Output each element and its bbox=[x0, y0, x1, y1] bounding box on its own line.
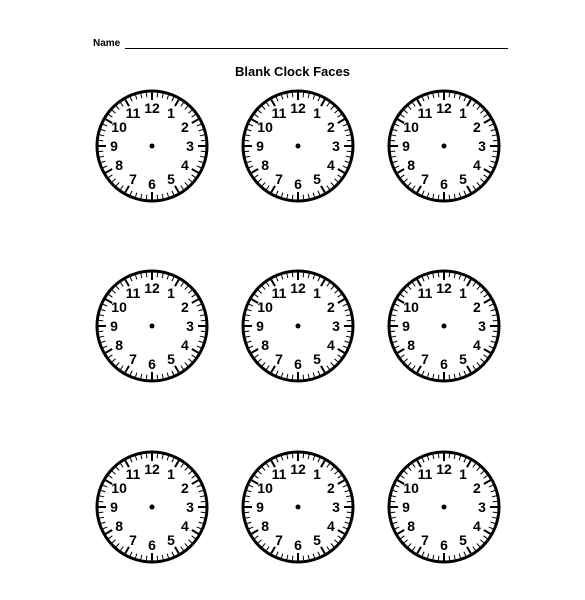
clock-svg bbox=[386, 88, 502, 204]
clock-numeral: 4 bbox=[181, 157, 189, 173]
clock-svg bbox=[240, 268, 356, 384]
clock-numeral: 5 bbox=[167, 350, 175, 367]
name-label: Name bbox=[93, 38, 121, 49]
clock-numeral: 12 bbox=[290, 280, 306, 296]
clock-numeral: 6 bbox=[294, 356, 302, 372]
clock-numeral: 6 bbox=[148, 356, 156, 372]
clock-numeral: 9 bbox=[110, 318, 118, 334]
clock-numeral: 7 bbox=[421, 531, 429, 548]
clock-numeral: 3 bbox=[478, 499, 486, 515]
clock-numeral: 11 bbox=[125, 466, 141, 483]
clock-numeral: 11 bbox=[271, 285, 287, 302]
clock-center-dot bbox=[150, 324, 155, 329]
clock-numeral: 2 bbox=[327, 480, 335, 496]
clock-numeral: 1 bbox=[459, 285, 467, 302]
clock-numeral: 11 bbox=[417, 285, 433, 302]
clock-numeral: 3 bbox=[186, 318, 194, 334]
clock-numeral: 9 bbox=[256, 499, 264, 515]
clock-numeral: 6 bbox=[294, 537, 302, 553]
clock-numeral: 4 bbox=[181, 518, 189, 534]
clock-face-3 bbox=[386, 88, 502, 204]
clock-center-dot bbox=[442, 324, 447, 329]
clock-center-dot bbox=[442, 144, 447, 149]
clock-numeral: 7 bbox=[129, 531, 137, 548]
clock-numeral: 10 bbox=[257, 119, 273, 135]
clock-numeral: 6 bbox=[440, 356, 448, 372]
clock-numeral: 9 bbox=[402, 318, 410, 334]
clock-numeral: 4 bbox=[181, 337, 189, 353]
clock-numeral: 12 bbox=[144, 100, 160, 116]
clock-numeral: 1 bbox=[313, 466, 321, 483]
clock-numeral: 5 bbox=[167, 531, 175, 548]
clock-numeral: 8 bbox=[115, 518, 123, 534]
clock-numeral: 12 bbox=[436, 100, 452, 116]
clock-numeral: 1 bbox=[459, 466, 467, 483]
clock-numeral: 3 bbox=[478, 318, 486, 334]
clock-numeral: 1 bbox=[167, 105, 175, 122]
name-write-line[interactable] bbox=[125, 48, 508, 49]
clock-numeral: 1 bbox=[313, 285, 321, 302]
clock-numeral: 11 bbox=[417, 466, 433, 483]
clock-svg bbox=[240, 449, 356, 565]
clock-numeral: 5 bbox=[313, 350, 321, 367]
clock-numeral: 4 bbox=[327, 518, 335, 534]
clock-numeral: 11 bbox=[125, 105, 141, 122]
clock-svg bbox=[94, 449, 210, 565]
clock-numeral: 3 bbox=[186, 138, 194, 154]
clock-numeral: 10 bbox=[403, 480, 419, 496]
clock-numeral: 4 bbox=[473, 337, 481, 353]
clock-numeral: 3 bbox=[186, 499, 194, 515]
clock-numeral: 7 bbox=[129, 170, 137, 187]
clock-center-dot bbox=[296, 505, 301, 510]
clock-numeral: 10 bbox=[111, 119, 127, 135]
clock-numeral: 9 bbox=[402, 138, 410, 154]
clock-center-dot bbox=[296, 324, 301, 329]
clock-numeral: 12 bbox=[144, 280, 160, 296]
clock-numeral: 1 bbox=[459, 105, 467, 122]
clock-numeral: 10 bbox=[111, 299, 127, 315]
clock-numeral: 9 bbox=[402, 499, 410, 515]
clock-numeral: 1 bbox=[313, 105, 321, 122]
clock-numeral: 12 bbox=[290, 100, 306, 116]
clock-numeral: 10 bbox=[257, 299, 273, 315]
clock-numeral: 5 bbox=[459, 531, 467, 548]
clock-svg bbox=[240, 88, 356, 204]
clock-numeral: 3 bbox=[332, 318, 340, 334]
clock-numeral: 8 bbox=[261, 518, 269, 534]
clock-center-dot bbox=[150, 505, 155, 510]
clock-numeral: 4 bbox=[473, 157, 481, 173]
clock-face-6 bbox=[386, 268, 502, 384]
clock-numeral: 9 bbox=[256, 138, 264, 154]
clock-numeral: 9 bbox=[110, 138, 118, 154]
clock-numeral: 11 bbox=[271, 466, 287, 483]
clock-numeral: 7 bbox=[421, 170, 429, 187]
clock-face-8 bbox=[240, 449, 356, 565]
clock-numeral: 8 bbox=[407, 518, 415, 534]
clock-numeral: 10 bbox=[403, 299, 419, 315]
clock-numeral: 4 bbox=[327, 337, 335, 353]
clock-face-7 bbox=[94, 449, 210, 565]
clock-numeral: 8 bbox=[115, 157, 123, 173]
clock-numeral: 8 bbox=[407, 337, 415, 353]
clock-numeral: 10 bbox=[111, 480, 127, 496]
clock-numeral: 2 bbox=[327, 299, 335, 315]
clock-numeral: 3 bbox=[332, 499, 340, 515]
clock-face-1 bbox=[94, 88, 210, 204]
clock-numeral: 5 bbox=[313, 531, 321, 548]
clock-face-2 bbox=[240, 88, 356, 204]
clock-center-dot bbox=[150, 144, 155, 149]
clock-face-5 bbox=[240, 268, 356, 384]
clock-numeral: 11 bbox=[125, 285, 141, 302]
clock-numeral: 12 bbox=[290, 461, 306, 477]
clock-numeral: 7 bbox=[275, 350, 283, 367]
clock-numeral: 5 bbox=[167, 170, 175, 187]
clock-numeral: 6 bbox=[294, 176, 302, 192]
clock-numeral: 1 bbox=[167, 466, 175, 483]
clock-numeral: 12 bbox=[436, 280, 452, 296]
clock-numeral: 10 bbox=[403, 119, 419, 135]
clock-numeral: 3 bbox=[332, 138, 340, 154]
clock-numeral: 7 bbox=[129, 350, 137, 367]
clock-numeral: 11 bbox=[417, 105, 433, 122]
clock-numeral: 6 bbox=[440, 176, 448, 192]
clock-numeral: 5 bbox=[313, 170, 321, 187]
clock-face-9 bbox=[386, 449, 502, 565]
clock-numeral: 6 bbox=[148, 537, 156, 553]
clock-numeral: 7 bbox=[421, 350, 429, 367]
clock-numeral: 6 bbox=[440, 537, 448, 553]
clock-numeral: 8 bbox=[261, 337, 269, 353]
clock-numeral: 5 bbox=[459, 350, 467, 367]
clock-svg bbox=[94, 88, 210, 204]
clock-numeral: 2 bbox=[181, 480, 189, 496]
clock-face-4 bbox=[94, 268, 210, 384]
clock-numeral: 4 bbox=[327, 157, 335, 173]
clock-numeral: 9 bbox=[256, 318, 264, 334]
clock-center-dot bbox=[442, 505, 447, 510]
clock-numeral: 10 bbox=[257, 480, 273, 496]
clock-numeral: 3 bbox=[478, 138, 486, 154]
clock-svg bbox=[94, 268, 210, 384]
clock-numeral: 2 bbox=[473, 119, 481, 135]
clock-numeral: 2 bbox=[473, 480, 481, 496]
worksheet-title: Blank Clock Faces bbox=[235, 64, 350, 79]
clock-numeral: 7 bbox=[275, 531, 283, 548]
clock-numeral: 6 bbox=[148, 176, 156, 192]
clock-numeral: 5 bbox=[459, 170, 467, 187]
clock-numeral: 1 bbox=[167, 285, 175, 302]
clock-numeral: 8 bbox=[115, 337, 123, 353]
clock-numeral: 9 bbox=[110, 499, 118, 515]
clock-numeral: 8 bbox=[407, 157, 415, 173]
clock-center-dot bbox=[296, 144, 301, 149]
clock-svg bbox=[386, 449, 502, 565]
clock-numeral: 8 bbox=[261, 157, 269, 173]
clock-numeral: 12 bbox=[144, 461, 160, 477]
name-row bbox=[93, 38, 508, 52]
clock-numeral: 11 bbox=[271, 105, 287, 122]
clock-numeral: 2 bbox=[327, 119, 335, 135]
clock-numeral: 7 bbox=[275, 170, 283, 187]
clock-numeral: 2 bbox=[181, 119, 189, 135]
clock-numeral: 2 bbox=[181, 299, 189, 315]
clock-svg bbox=[386, 268, 502, 384]
clock-numeral: 12 bbox=[436, 461, 452, 477]
clock-numeral: 2 bbox=[473, 299, 481, 315]
clock-numeral: 4 bbox=[473, 518, 481, 534]
